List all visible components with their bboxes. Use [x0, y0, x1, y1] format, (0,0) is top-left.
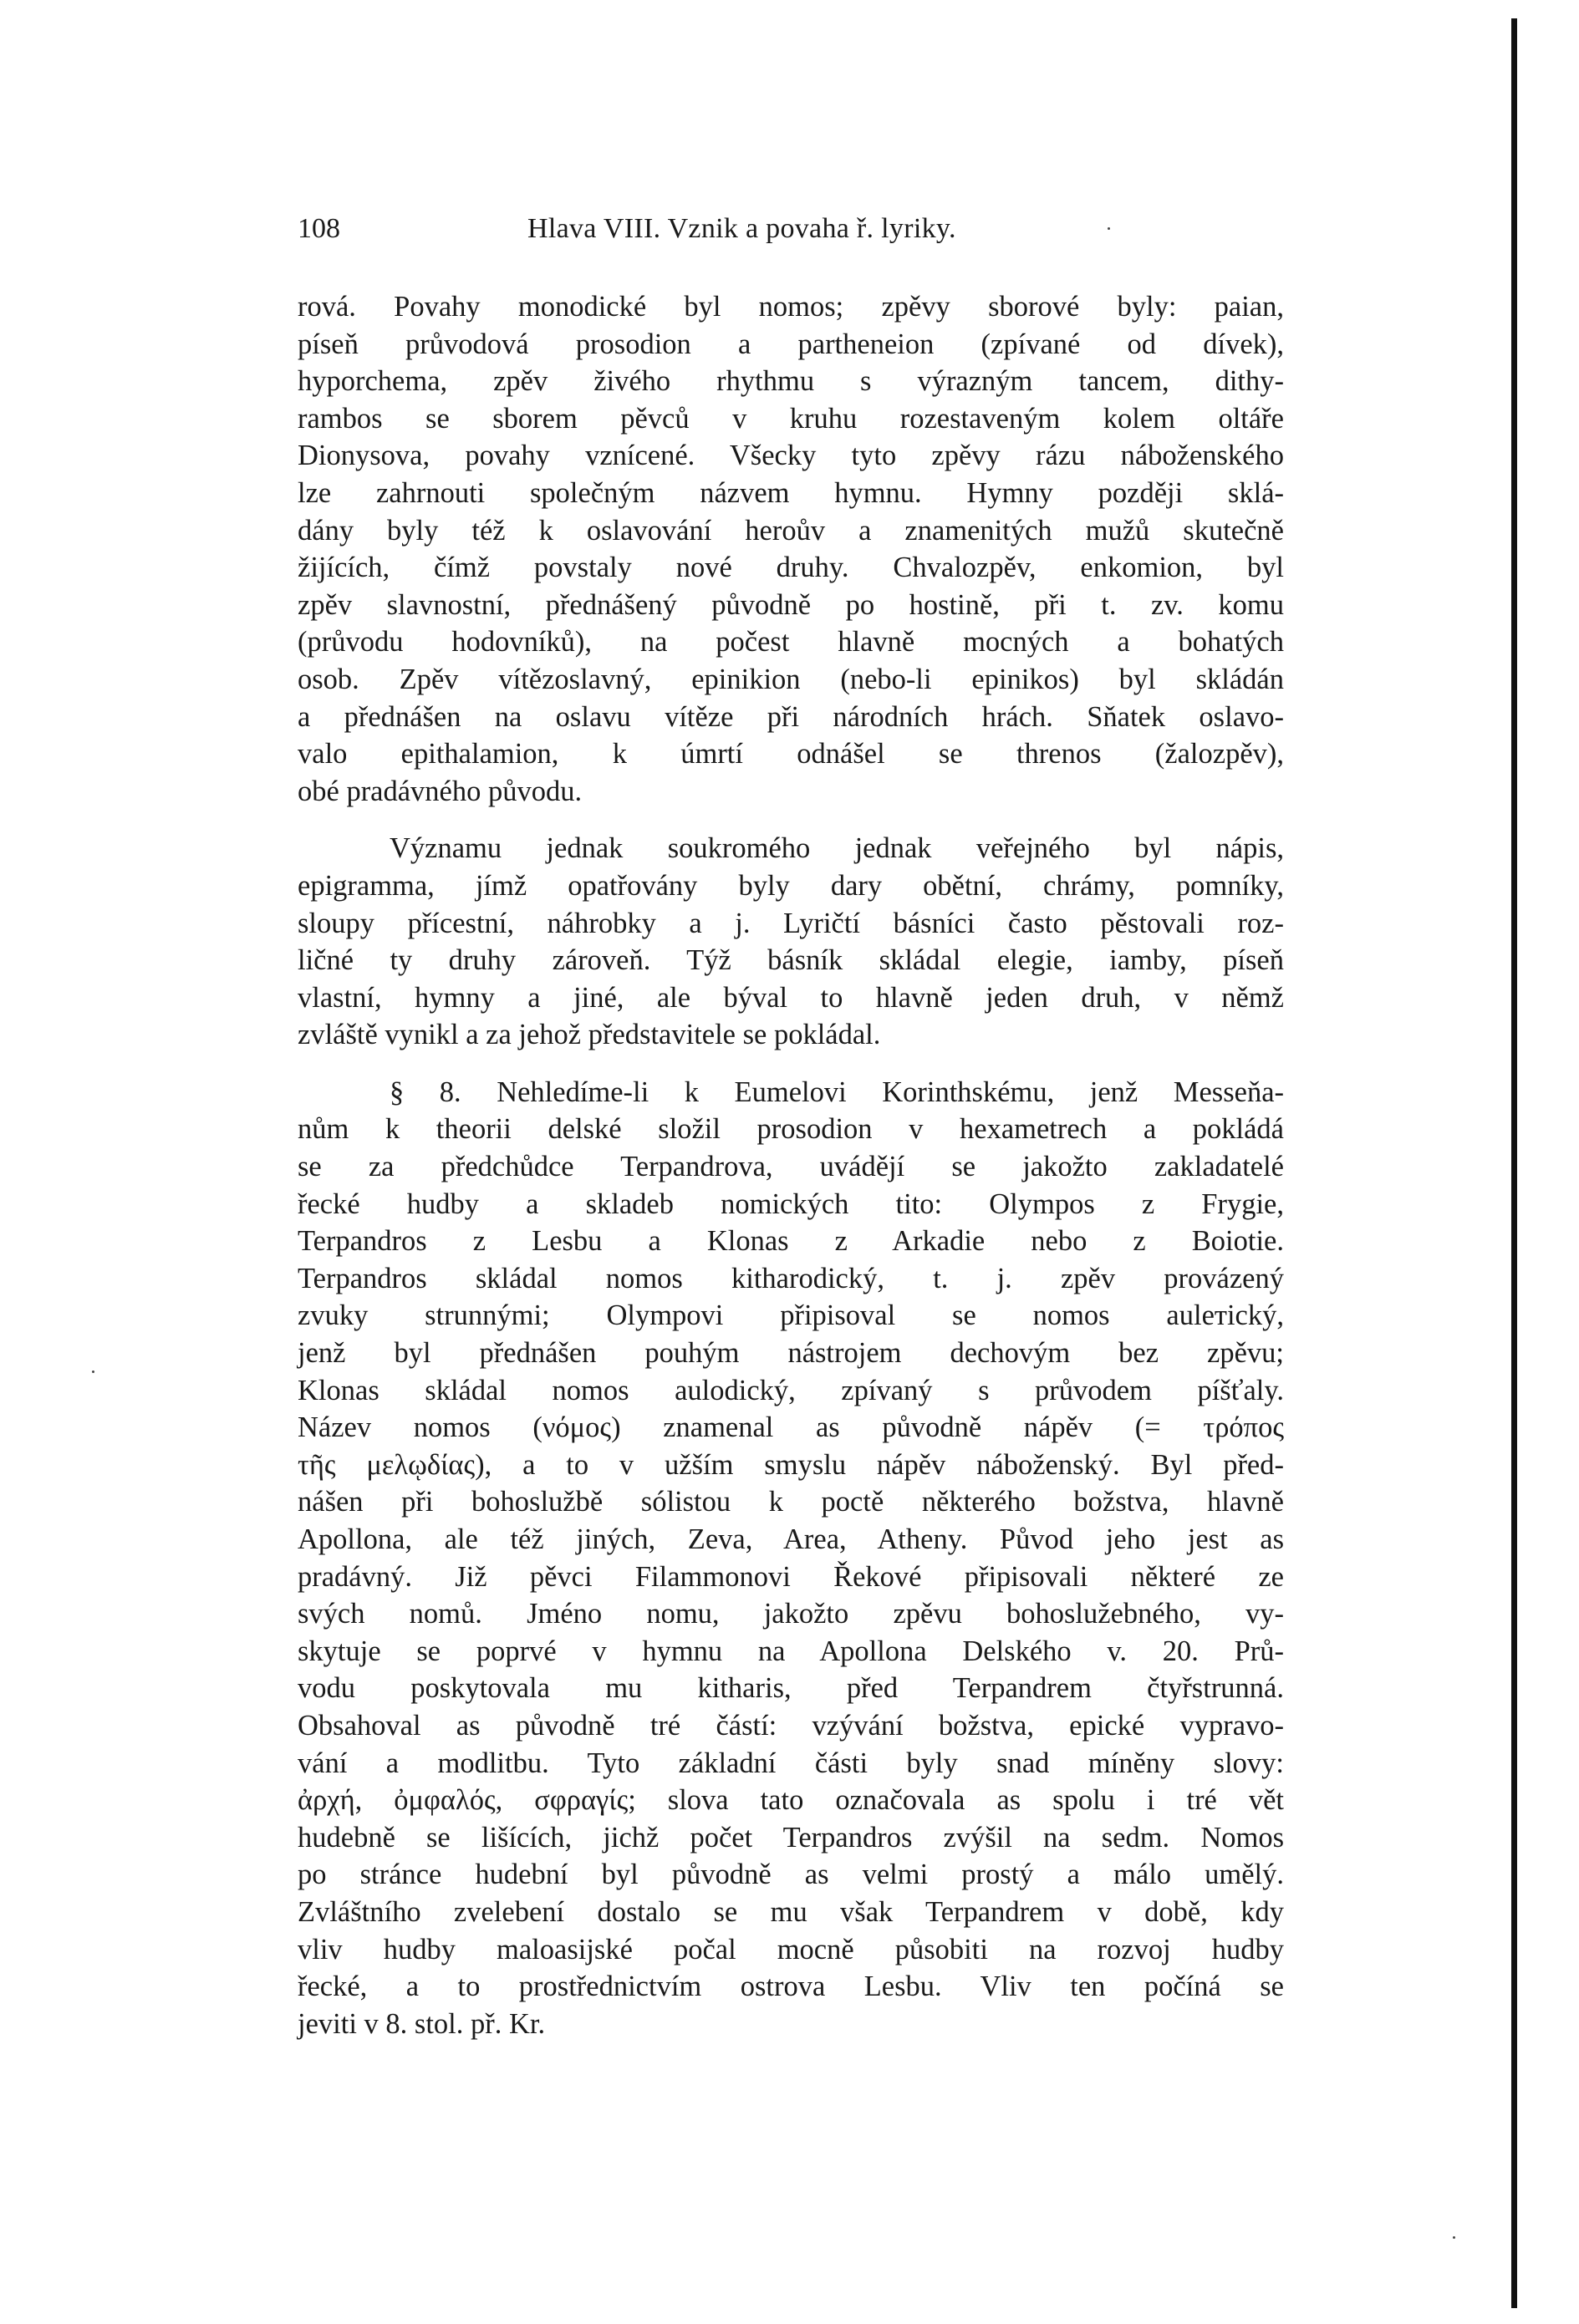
scan-speck: [92, 1370, 94, 1373]
text-line: rambos se sborem pěvců v kruhu rozestaveným kolem oltáře: [298, 402, 1284, 435]
text-line: žijících, čímž povstaly nové druhy. Chvalozpěv, enkomion, byl: [298, 552, 1284, 584]
text-line: a přednášen na oslavu vítěze při národních hrách. Sňatek oslavo-: [298, 700, 1284, 733]
text-line: Obsahoval as původně tré částí: vzývání božstva, epické vypravo-: [298, 1709, 1284, 1742]
text-line: ἀρχή, ὀμφαλός, σφραγίς; slova tato označovala as spolu i tré vět: [298, 1784, 1284, 1817]
text-line: vliv hudby maloasijské počal mocně působiti na rozvoj hudby: [298, 1933, 1284, 1965]
text-line: rová. Povahy monodické byl nomos; zpěvy sborové byly: paian,: [298, 291, 1284, 323]
text-line: píseň průvodová prosodion a partheneion (zpívané od dívek),: [298, 328, 1284, 360]
text-line: Významu jednak soukromého jednak veřejného byl nápis,: [390, 832, 1284, 865]
text-line: ličné ty druhy zároveň. Týž básník skládal elegie, iamby, píseň: [298, 944, 1284, 977]
text-line: dány byly též k oslavování heroův a znamenitých mužů skutečně: [298, 514, 1284, 547]
text-line: Zvláštního zvelebení dostalo se mu však Terpandrem v době, kdy: [298, 1895, 1284, 1928]
text-line: se za předchůdce Terpandrova, uvádějí se jakožto zakladatelé: [298, 1151, 1284, 1183]
text-line: (průvodu hodovníků), na počest hlavně mocných a bohatých: [298, 626, 1284, 659]
scan-speck: [1453, 2236, 1455, 2239]
paragraph: [298, 288, 1284, 810]
text-line: epigramma, jímž opatřovány byly dary obětní, chrámy, pomníky,: [298, 869, 1284, 902]
text-line: sloupy přícestní, náhrobky a j. Lyričtí básníci často pěstovali roz-: [298, 907, 1284, 939]
paragraph: [298, 830, 1284, 1054]
running-head: Hlava VIII. Vznik a povaha ř. lyriky.: [527, 213, 956, 244]
text-line: svých nomů. Jméno nomu, jakožto zpěvu bohoslužebného, vy-: [298, 1598, 1284, 1630]
paragraph: [298, 1074, 1284, 2042]
text-line: vání a modlitbu. Tyto základní části byly snad míněny slovy:: [298, 1747, 1284, 1779]
text-line: zvuky strunnými; Olympovi připisoval se nomos aulетický,: [298, 1299, 1284, 1332]
text-line: § 8. Nehledíme-li k Eumelovi Korinthskému, jenž Messeňa-: [390, 1076, 1284, 1108]
text-line: jeviti v 8. stol. př. Kr.: [298, 2007, 546, 2040]
text-line: hudebně se lišících, jichž počet Terpandros zvýšil na sedm. Nomos: [298, 1821, 1284, 1854]
text-line: pradávný. Již pěvci Filammonovi Řekové připisovali některé ze: [298, 1560, 1284, 1593]
body-text: [298, 288, 1284, 2042]
page-number: 108: [298, 213, 340, 244]
text-line: Název nomos (νόμος) znamenal as původně nápěv (= τρόπος: [298, 1411, 1284, 1444]
page-header: [298, 213, 1284, 255]
text-line: Terpandros skládal nomos kitharodický, t. j. zpěv provázený: [298, 1262, 1284, 1294]
text-line: nášen při bohoslužbě sólistou k poctě některého božstva, hlavně: [298, 1486, 1284, 1518]
text-line: osob. Zpěv vítězoslavný, epinikion (nebo-li epinikos) byl skládán: [298, 663, 1284, 695]
text-line: Dionysova, povahy vznícené. Všecky tyto zpěvy rázu náboženského: [298, 440, 1284, 472]
text-line: obé pradávného původu.: [298, 775, 583, 807]
text-line: zpěv slavnostní, přednášený původně po hostině, při t. zv. komu: [298, 588, 1284, 621]
text-line: vlastní, hymny a jiné, ale býval to hlavně jeden druh, v němž: [298, 981, 1284, 1014]
text-line: nům k theorii delské složil prosodion v hexametrech a pokládá: [298, 1113, 1284, 1146]
text-line: τῆς μελῳδίας), a to v užším smyslu nápěv náboženský. Byl před-: [298, 1448, 1284, 1481]
text-line: hyporchema, zpěv živého rhythmu s výrazným tancem, dithy-: [298, 365, 1284, 398]
text-line: Klonas skládal nomos aulodický, zpívaný s průvodem píšťaly.: [298, 1374, 1284, 1406]
text-line: Apollona, ale též jiných, Zeva, Area, Atheny. Původ jeho jest as: [298, 1523, 1284, 1555]
paragraph-gap: [298, 810, 1284, 830]
text-line: valo epithalamion, k úmrtí odnášel se threnos (žalozpěv),: [298, 738, 1284, 770]
text-line: skytuje se poprvé v hymnu na Apollona Delského v. 20. Prů-: [298, 1635, 1284, 1667]
text-line: jenž byl přednášen pouhým nástrojem dechovým bez zpěvu;: [298, 1337, 1284, 1370]
paragraph-gap: [298, 1054, 1284, 1074]
text-line: vodu poskytovala mu kitharis, před Terpandrem čtyřstrunná.: [298, 1672, 1284, 1705]
text-line: po stránce hudební byl původně as velmi prostý a málo umělý.: [298, 1859, 1284, 1891]
text-line: řecké, a to prostřednictvím ostrova Lesbu. Vliv ten počíná se: [298, 1971, 1284, 2003]
text-line: Terpandros z Lesbu a Klonas z Arkadie nebo z Boiotie.: [298, 1225, 1284, 1258]
text-line: lze zahrnouti společným názvem hymnu. Hymny později sklá-: [298, 476, 1284, 509]
text-line: zvláště vynikl a za jehož představitele se pokládal.: [298, 1019, 881, 1051]
page-edge-shadow: [1511, 18, 1517, 2308]
text-line: řecké hudby a skladeb nomických tito: Olympos z Frygie,: [298, 1187, 1284, 1220]
